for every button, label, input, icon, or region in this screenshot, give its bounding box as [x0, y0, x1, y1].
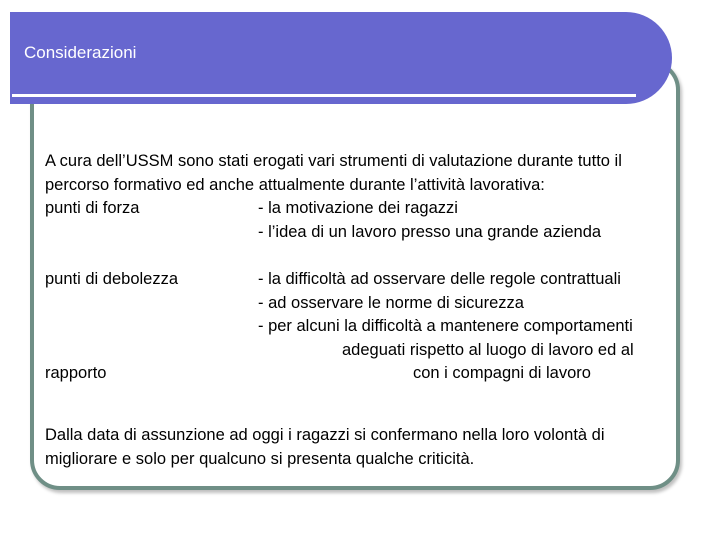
- banner-underline: [12, 94, 636, 97]
- weakness-item: - per alcuni la difficoltà a mantenere comportamenti: [258, 317, 633, 335]
- weakness-item: - ad osservare le norme di sicurezza: [258, 293, 524, 312]
- weaknesses-label: punti di debolezza: [45, 270, 179, 288]
- strength-item: - l’idea di un lavoro presso una grande azienda: [258, 222, 602, 241]
- intro-line-2: percorso formativo ed anche attualmente durante l’attività lavorativa:: [45, 175, 545, 194]
- weakness-continuation: con i compagni di lavoro: [413, 364, 591, 382]
- slide-title: Considerazioni: [24, 43, 137, 62]
- weakness-continuation: adeguati rispetto al luogo di lavoro ed al: [342, 340, 634, 359]
- intro-line-1: A cura dell’USSM sono stati erogati vari strumenti di valutazione durante tutto il: [45, 152, 622, 170]
- conclusion-line-1: Dalla data di assunzione ad oggi i ragazzi si confermano nella loro volontà di: [45, 426, 605, 444]
- strength-item: - la motivazione dei ragazzi: [258, 199, 458, 217]
- weakness-item: - la difficoltà ad osservare delle regole contrattuali: [258, 270, 621, 288]
- strengths-label: punti di forza: [45, 199, 140, 217]
- conclusion-line-2: migliorare e solo per qualcuno si presenta qualche criticità.: [45, 449, 475, 468]
- relation-label: rapporto: [45, 364, 107, 382]
